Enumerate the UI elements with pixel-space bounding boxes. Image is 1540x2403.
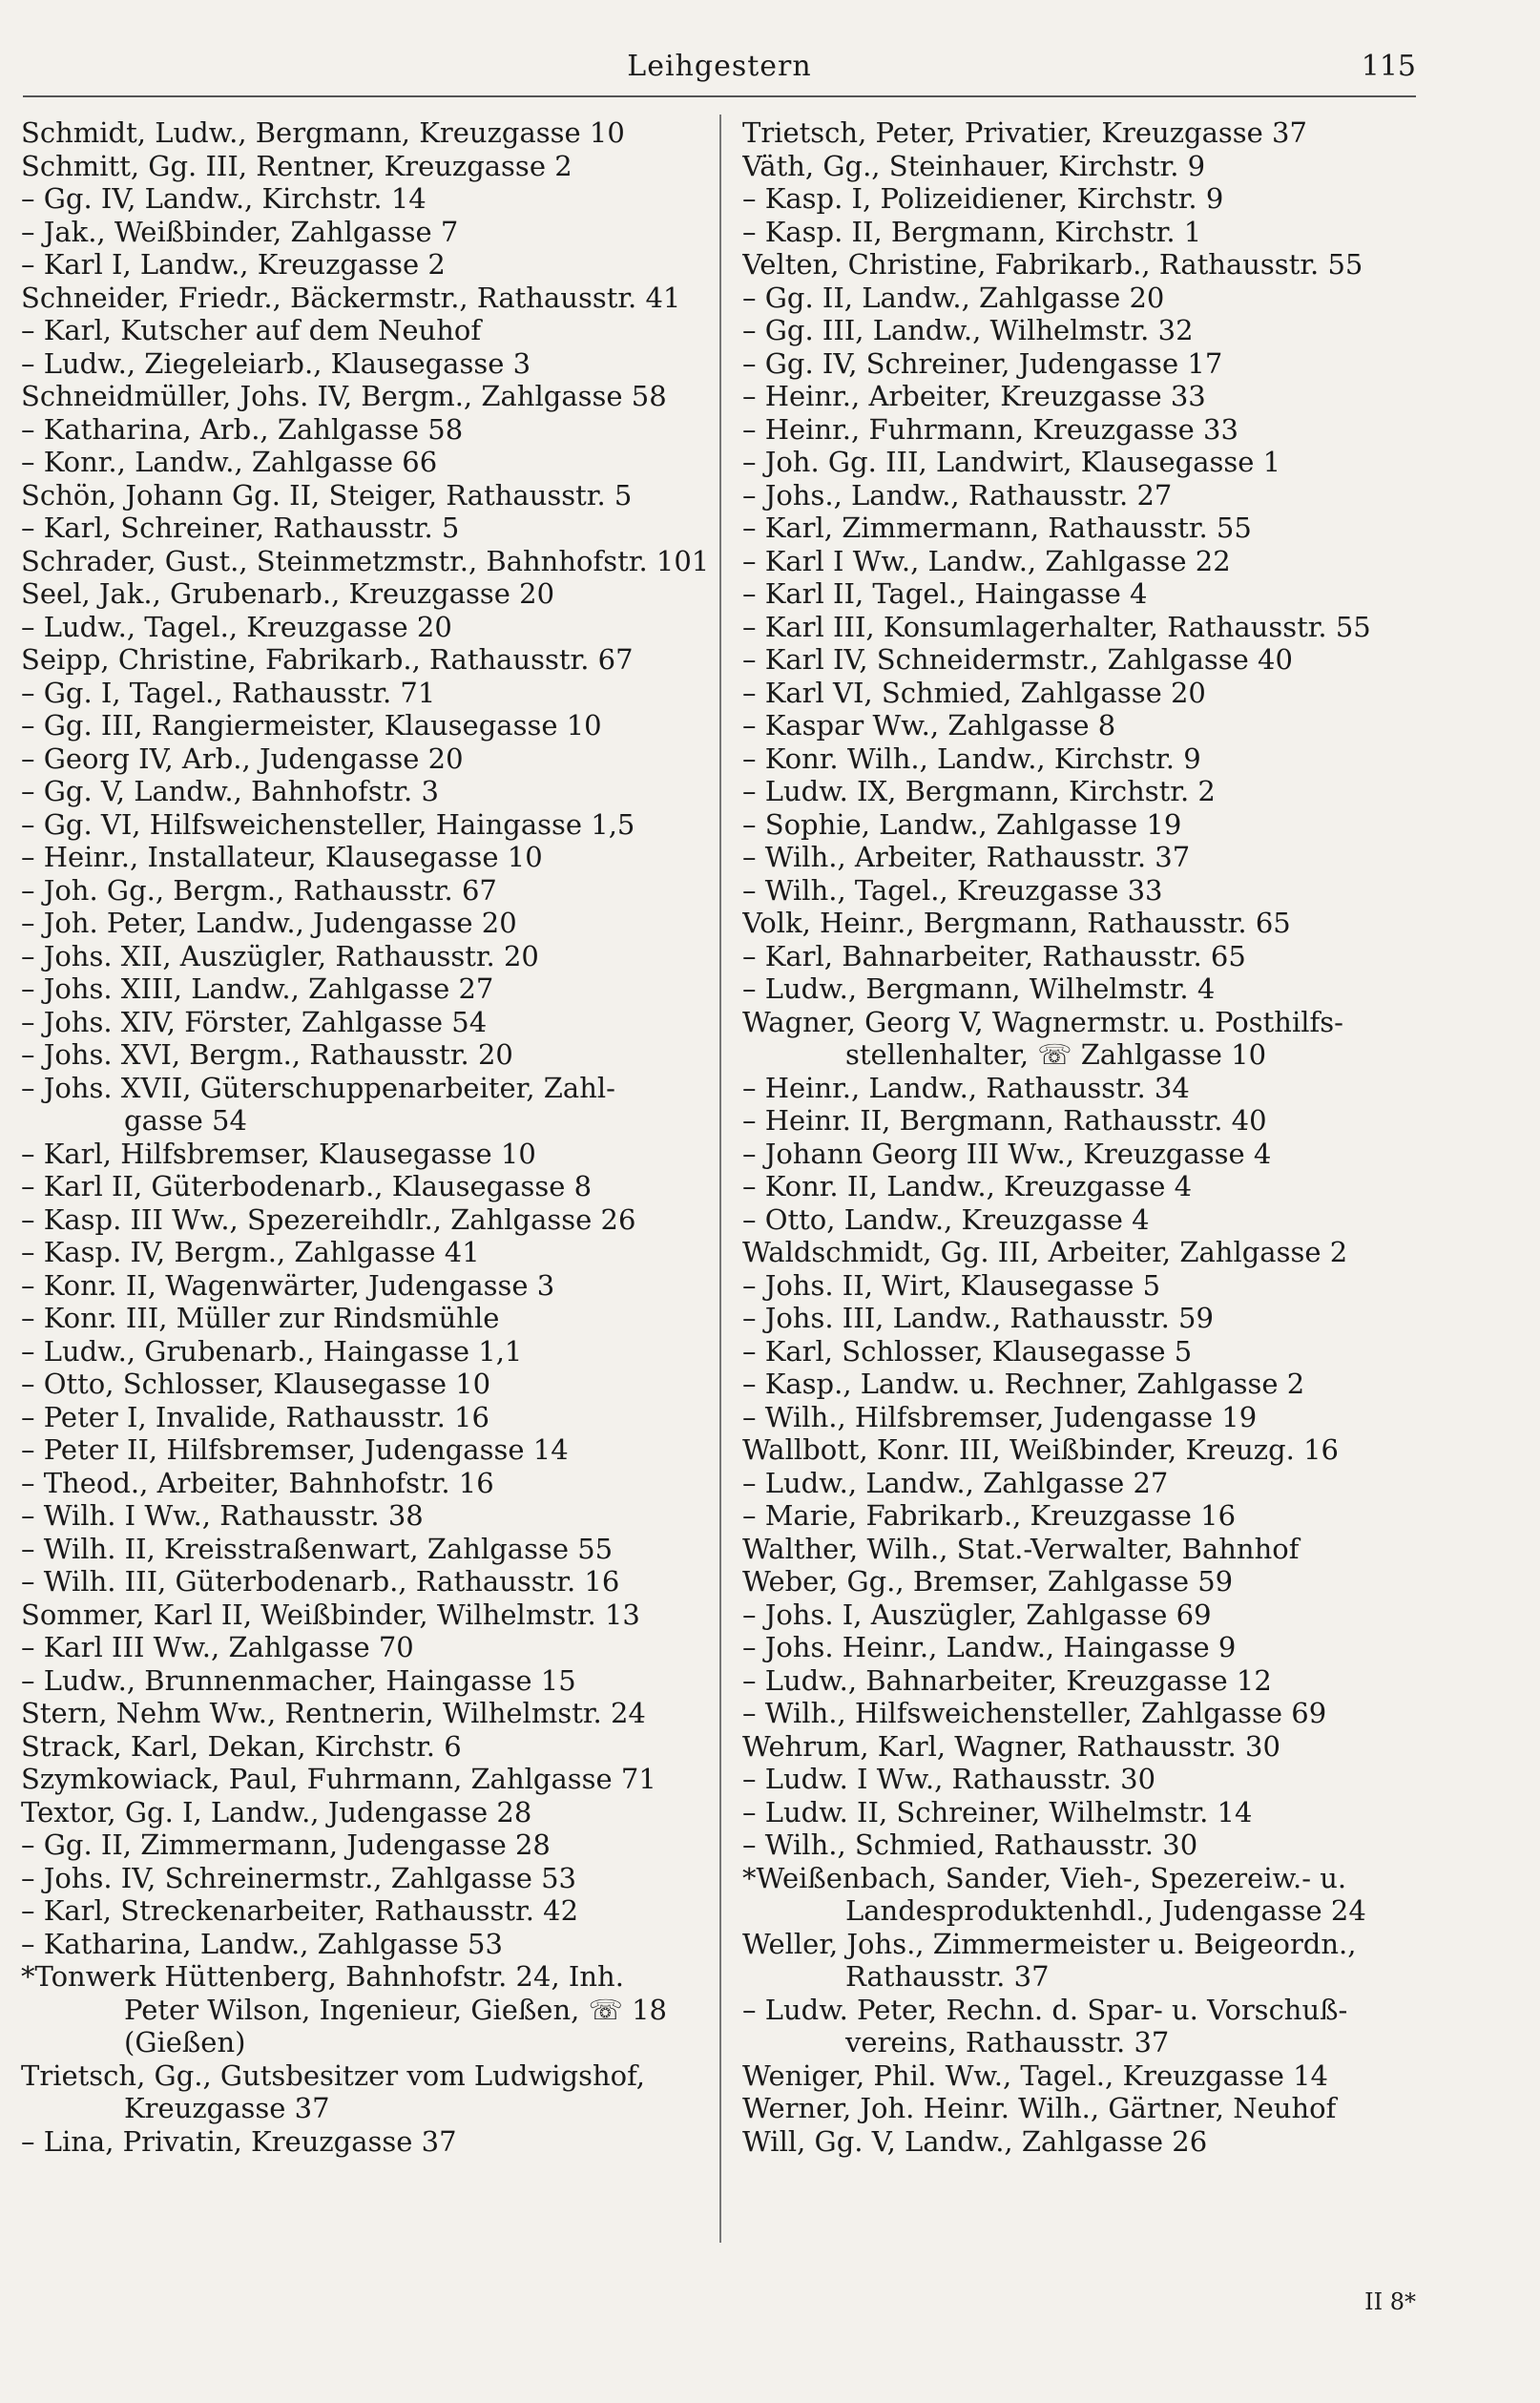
directory-entry: Seipp, Christine, Fabrikarb., Rathausstr. 67 — [21, 643, 634, 676]
directory-entry: – Gg. II, Zimmermann, Judengasse 28 — [21, 1828, 551, 1861]
directory-entry: – Joh. Peter, Landw., Judengasse 20 — [21, 907, 517, 939]
directory-entry: – Kasp. III Ww., Spezereihdlr., Zahlgasse 26 — [21, 1202, 636, 1236]
directory-entry: – Gg. IV, Landw., Kirchstr. 14 — [21, 182, 427, 215]
column-divider — [719, 115, 721, 2243]
signature-mark: II 8* — [1364, 2288, 1416, 2315]
directory-entry: Waldschmidt, Gg. III, Arbeiter, Zahlgasse 2 — [742, 1236, 1348, 1268]
directory-entry: – Konr., Landw., Zahlgasse 66 — [21, 446, 438, 478]
directory-entry: – Wilh. III, Güterbodenarb., Rathausstr. 16 — [21, 1565, 620, 1598]
directory-entry: Wagner, Georg V, Wagnermstr. u. Posthilfs- — [742, 1005, 1343, 1038]
directory-entry: – Johs. XII, Auszügler, Rathausstr. 20 — [21, 939, 539, 972]
directory-entry: – Joh. Gg. III, Landwirt, Klausegasse 1 — [742, 446, 1281, 478]
directory-entry: – Johs. II, Wirt, Klausegasse 5 — [742, 1268, 1161, 1302]
directory-entry: – Peter I, Invalide, Rathausstr. 16 — [21, 1400, 489, 1433]
directory-entry: – Karl, Kutscher auf dem Neuhof — [21, 314, 482, 346]
directory-entry: Walther, Wilh., Stat.-Verwalter, Bahnhof — [742, 1532, 1300, 1565]
directory-entry: – Kasp. II, Bergmann, Kirchstr. 1 — [742, 215, 1202, 248]
directory-entry: Schrader, Gust., Steinmetzmstr., Bahnhofstr. 101 — [21, 544, 710, 577]
directory-entry: – Ludw., Grubenarb., Haingasse 1,1 — [21, 1334, 523, 1368]
directory-entry: Schön, Johann Gg. II, Steiger, Rathausstr. 5 — [21, 478, 633, 512]
directory-entry: – Konr. II, Landw., Kreuzgasse 4 — [742, 1170, 1193, 1202]
directory-entry: – Lina, Privatin, Kreuzgasse 37 — [21, 2124, 457, 2158]
directory-entry: Strack, Karl, Dekan, Kirchstr. 6 — [21, 1729, 462, 1763]
directory-entry: – Ludw. I Ww., Rathausstr. 30 — [742, 1763, 1156, 1795]
directory-entry: – Joh. Gg., Bergm., Rathausstr. 67 — [21, 873, 497, 907]
directory-entry: – Jak., Weißbinder, Zahlgasse 7 — [21, 215, 459, 248]
directory-entry: vereins, Rathausstr. 37 — [845, 2026, 1170, 2058]
directory-entry: Will, Gg. V, Landw., Zahlgasse 26 — [742, 2124, 1208, 2158]
directory-entry: – Heinr., Installateur, Klausegasse 10 — [21, 841, 543, 873]
directory-entry: Weniger, Phil. Ww., Tagel., Kreuzgasse 14 — [742, 2058, 1328, 2092]
directory-entry: – Wilh., Schmied, Rathausstr. 30 — [742, 1828, 1198, 1861]
directory-entry: Seel, Jak., Grubenarb., Kreuzgasse 20 — [21, 577, 555, 610]
directory-entry: – Peter II, Hilfsbremser, Judengasse 14 — [21, 1433, 569, 1466]
directory-entry: Rathausstr. 37 — [845, 1960, 1050, 1993]
directory-entry: – Heinr. II, Bergmann, Rathausstr. 40 — [742, 1104, 1267, 1137]
directory-entry: Weller, Johs., Zimmermeister u. Beigeordn., — [742, 1927, 1357, 1960]
directory-entry: stellenhalter, ☏ Zahlgasse 10 — [845, 1038, 1267, 1071]
directory-entry: – Kasp., Landw. u. Rechner, Zahlgasse 2 — [742, 1368, 1305, 1400]
directory-entry: – Georg IV, Arb., Judengasse 20 — [21, 742, 464, 775]
directory-entry: – Ludw. IX, Bergmann, Kirchstr. 2 — [742, 775, 1216, 807]
directory-entry: *Tonwerk Hüttenberg, Bahnhofstr. 24, Inh. — [21, 1960, 624, 1993]
directory-entry: Volk, Heinr., Bergmann, Rathausstr. 65 — [742, 907, 1291, 939]
directory-entry: – Konr. Wilh., Landw., Kirchstr. 9 — [742, 742, 1201, 775]
directory-entry: – Karl VI, Schmied, Zahlgasse 20 — [742, 676, 1206, 709]
directory-entry: – Ludw., Bahnarbeiter, Kreuzgasse 12 — [742, 1663, 1272, 1697]
directory-entry: – Ludw., Landw., Zahlgasse 27 — [742, 1466, 1169, 1499]
directory-entry: – Karl III Ww., Zahlgasse 70 — [21, 1631, 414, 1663]
directory-entry: – Karl, Zimmermann, Rathausstr. 55 — [742, 512, 1252, 544]
directory-entry: Wehrum, Karl, Wagner, Rathausstr. 30 — [742, 1729, 1280, 1763]
directory-entry: – Karl, Streckenarbeiter, Rathausstr. 42 — [21, 1894, 579, 1927]
directory-entry: Landesproduktenhdl., Judengasse 24 — [845, 1894, 1366, 1927]
directory-entry: – Theod., Arbeiter, Bahnhofstr. 16 — [21, 1466, 494, 1499]
directory-entry: – Karl, Bahnarbeiter, Rathausstr. 65 — [742, 939, 1246, 972]
directory-entry: Schneidmüller, Johs. IV, Bergm., Zahlgasse 58 — [21, 380, 667, 412]
directory-entry: – Heinr., Arbeiter, Kreuzgasse 33 — [742, 380, 1206, 412]
directory-entry: – Gg. IV, Schreiner, Judengasse 17 — [742, 346, 1223, 380]
directory-entry: – Ludw. II, Schreiner, Wilhelmstr. 14 — [742, 1795, 1253, 1828]
directory-entry: – Karl II, Tagel., Haingasse 4 — [742, 577, 1148, 610]
directory-entry: – Wilh., Arbeiter, Rathausstr. 37 — [742, 841, 1191, 873]
directory-entry: gasse 54 — [124, 1104, 247, 1137]
running-title: Leihgestern — [627, 50, 812, 83]
directory-entry: – Kasp. IV, Bergm., Zahlgasse 41 — [21, 1236, 480, 1268]
directory-entry: – Gg. VI, Hilfsweichensteller, Haingasse 1,5 — [21, 807, 635, 841]
directory-entry: – Karl, Schreiner, Rathausstr. 5 — [21, 512, 460, 544]
directory-entry: – Konr. II, Wagenwärter, Judengasse 3 — [21, 1268, 555, 1302]
directory-entry: Velten, Christine, Fabrikarb., Rathausstr. 55 — [742, 248, 1363, 281]
directory-entry: – Ludw., Ziegeleiarb., Klausegasse 3 — [21, 346, 531, 380]
directory-entry: Trietsch, Peter, Privatier, Kreuzgasse 37 — [742, 116, 1307, 149]
directory-entry: Sommer, Karl II, Weißbinder, Wilhelmstr. 13 — [21, 1598, 640, 1631]
directory-entry: – Johs. IV, Schreinermstr., Zahlgasse 53 — [21, 1861, 577, 1894]
directory-entry: Weber, Gg., Bremser, Zahlgasse 59 — [742, 1565, 1234, 1598]
directory-entry: – Karl, Hilfsbremser, Klausegasse 10 — [21, 1137, 536, 1170]
directory-entry: – Kaspar Ww., Zahlgasse 8 — [742, 709, 1116, 742]
directory-entry: – Ludw., Brunnenmacher, Haingasse 15 — [21, 1663, 576, 1697]
left-column — [21, 116, 718, 2158]
directory-entry: (Gießen) — [124, 2026, 246, 2058]
directory-entry: Wallbott, Konr. III, Weißbinder, Kreuzg. 16 — [742, 1433, 1339, 1466]
directory-entry: – Wilh., Hilfsbremser, Judengasse 19 — [742, 1400, 1258, 1433]
right-column — [742, 116, 1439, 2158]
directory-entry: – Karl I, Landw., Kreuzgasse 2 — [21, 248, 446, 281]
directory-entry: Textor, Gg. I, Landw., Judengasse 28 — [21, 1795, 532, 1828]
directory-entry: – Otto, Schlosser, Klausegasse 10 — [21, 1368, 491, 1400]
directory-entry: Peter Wilson, Ingenieur, Gießen, ☏ 18 — [124, 1993, 667, 2026]
directory-entry: – Johs., Landw., Rathausstr. 27 — [742, 478, 1173, 512]
directory-entry: – Gg. III, Rangiermeister, Klausegasse 10 — [21, 709, 602, 742]
directory-entry: – Karl III, Konsumlagerhalter, Rathausstr. 55 — [742, 610, 1371, 643]
directory-entry: – Wilh., Hilfsweichensteller, Zahlgasse 69 — [742, 1697, 1327, 1729]
directory-entry: – Gg. I, Tagel., Rathausstr. 71 — [21, 676, 436, 709]
directory-entry: – Heinr., Fuhrmann, Kreuzgasse 33 — [742, 412, 1238, 446]
directory-entry: – Sophie, Landw., Zahlgasse 19 — [742, 807, 1182, 841]
directory-entry: – Johs. Heinr., Landw., Haingasse 9 — [742, 1631, 1237, 1663]
directory-entry: – Gg. III, Landw., Wilhelmstr. 32 — [742, 314, 1194, 346]
directory-entry: – Johs. I, Auszügler, Zahlgasse 69 — [742, 1598, 1212, 1631]
directory-entry: *Weißenbach, Sander, Vieh-, Spezereiw.- u. — [742, 1861, 1347, 1894]
directory-entry: – Ludw. Peter, Rechn. d. Spar- u. Vorschuß- — [742, 1993, 1348, 2026]
directory-entry: Väth, Gg., Steinhauer, Kirchstr. 9 — [742, 149, 1206, 182]
directory-entry: – Heinr., Landw., Rathausstr. 34 — [742, 1071, 1190, 1104]
directory-entry: – Gg. II, Landw., Zahlgasse 20 — [742, 281, 1165, 314]
directory-entry: Schneider, Friedr., Bäckermstr., Rathausstr. 41 — [21, 281, 681, 314]
directory-entry: – Ludw., Tagel., Kreuzgasse 20 — [21, 610, 452, 643]
directory-entry: – Konr. III, Müller zur Rindsmühle — [21, 1302, 500, 1334]
directory-entry: – Karl I Ww., Landw., Zahlgasse 22 — [742, 544, 1231, 577]
directory-entry: – Kasp. I, Polizeidiener, Kirchstr. 9 — [742, 182, 1224, 215]
directory-entry: Kreuzgasse 37 — [124, 2092, 330, 2124]
directory-entry: – Katharina, Arb., Zahlgasse 58 — [21, 412, 464, 446]
directory-entry: – Johs. XVI, Bergm., Rathausstr. 20 — [21, 1038, 513, 1071]
directory-entry: Werner, Joh. Heinr. Wilh., Gärtner, Neuhof — [742, 2092, 1337, 2124]
directory-entry: – Karl, Schlosser, Klausegasse 5 — [742, 1334, 1193, 1368]
directory-entry: Schmidt, Ludw., Bergmann, Kreuzgasse 10 — [21, 116, 625, 149]
directory-entry: – Marie, Fabrikarb., Kreuzgasse 16 — [742, 1499, 1237, 1532]
directory-entry: – Wilh., Tagel., Kreuzgasse 33 — [742, 873, 1163, 907]
directory-entry: – Otto, Landw., Kreuzgasse 4 — [742, 1202, 1150, 1236]
directory-entry: – Johs. III, Landw., Rathausstr. 59 — [742, 1302, 1214, 1334]
directory-entry: Schmitt, Gg. III, Rentner, Kreuzgasse 2 — [21, 149, 572, 182]
directory-entry: Szymkowiack, Paul, Fuhrmann, Zahlgasse 71 — [21, 1763, 656, 1795]
directory-entry: Stern, Nehm Ww., Rentnerin, Wilhelmstr. 24 — [21, 1697, 646, 1729]
directory-entry: – Karl II, Güterbodenarb., Klausegasse 8 — [21, 1170, 593, 1202]
directory-entry: – Karl IV, Schneidermstr., Zahlgasse 40 — [742, 643, 1293, 676]
directory-entry: – Johann Georg III Ww., Kreuzgasse 4 — [742, 1137, 1272, 1170]
page-number: 115 — [1361, 50, 1416, 83]
directory-entry: Trietsch, Gg., Gutsbesitzer vom Ludwigshof, — [21, 2058, 646, 2092]
directory-entry: – Johs. XVII, Güterschuppenarbeiter, Zahl- — [21, 1071, 615, 1104]
directory-entry: – Johs. XIV, Förster, Zahlgasse 54 — [21, 1005, 488, 1038]
directory-entry: – Ludw., Bergmann, Wilhelmstr. 4 — [742, 972, 1216, 1005]
directory-entry: – Wilh. II, Kreisstraßenwart, Zahlgasse 55 — [21, 1532, 614, 1565]
page-header — [23, 48, 1416, 97]
directory-entry: – Wilh. I Ww., Rathausstr. 38 — [21, 1499, 424, 1532]
directory-entry: – Katharina, Landw., Zahlgasse 53 — [21, 1927, 503, 1960]
directory-entry: – Gg. V, Landw., Bahnhofstr. 3 — [21, 775, 439, 807]
directory-entry: – Johs. XIII, Landw., Zahlgasse 27 — [21, 972, 494, 1005]
